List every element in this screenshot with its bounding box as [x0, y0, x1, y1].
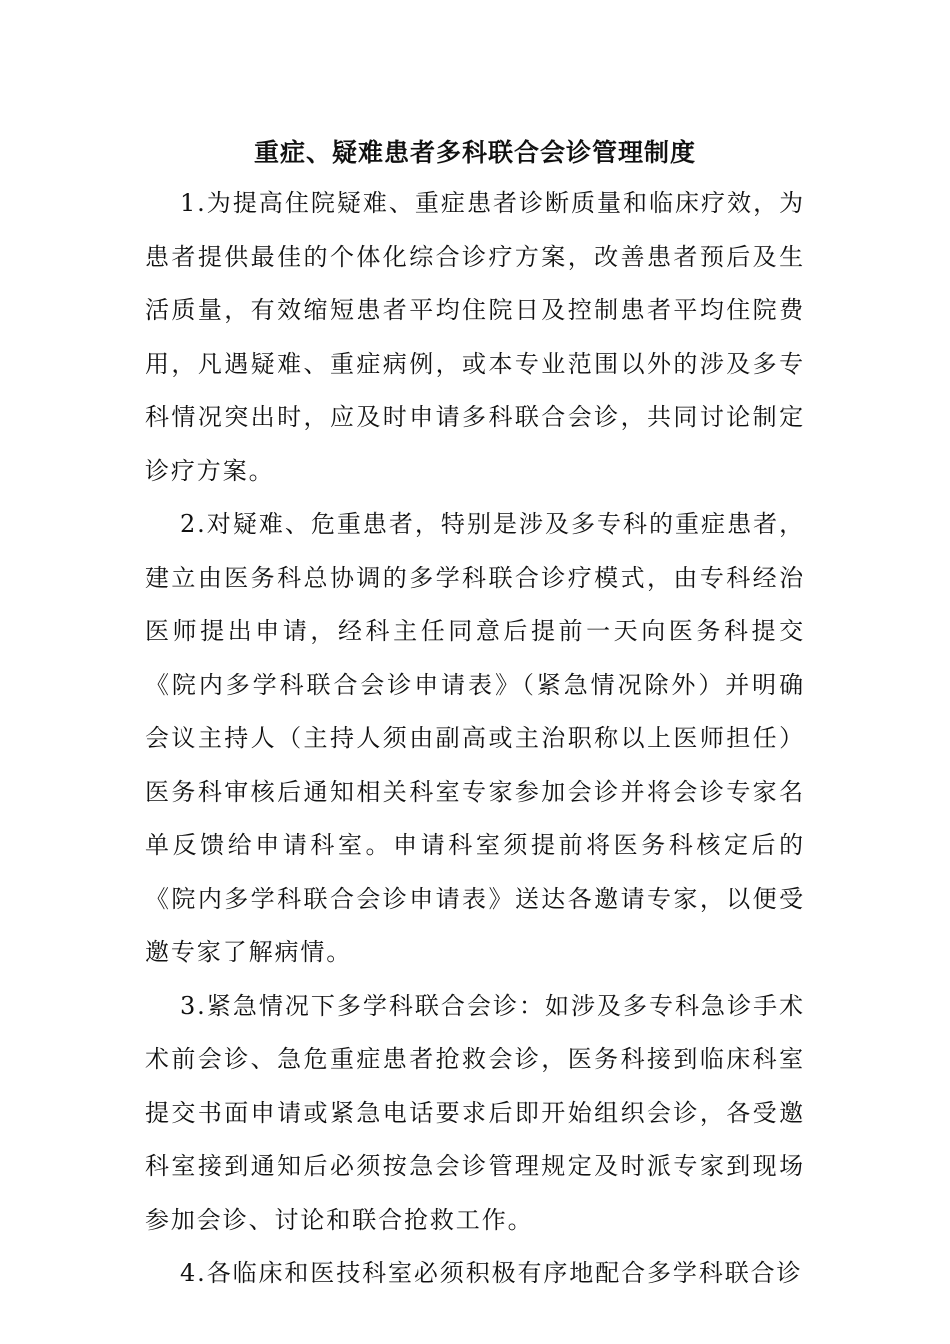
document-title: 重症、疑难患者多科联合会诊管理制度 — [253, 138, 696, 167]
paragraph-1: 1.为提高住院疑难、重症患者诊断质量和临床疗效，为患者提供最佳的个体化综合诊疗方案，改善患者预后及生活质量，有效缩短患者平均住院日及控制患者平均住院费用，凡遇疑难、重症病例，或本专业范围以外的涉及多专科情况突出时，应及时申请多科联合会诊，共同讨论制定诊疗方案。 — [145, 189, 805, 485]
paragraph-2: 2.对疑难、危重患者，特别是涉及多专科的重症患者，建立由医务科总协调的多学科联合诊疗模式，由专科经治医师提出申请，经科主任同意后提前一天向医务科提交《院内多学科联合会诊申请表》（紧急情况除外）并明确会议主持人（主持人须由副高或主治职称以上医师担任）医务科审核后通知相关科室专家参加会诊并将会诊专家名单反馈给申请科室。申请科室须提前将医务科核定后的《院内多学科联合会诊申请表》送达各邀请专家，以便受邀专家了解病情。 — [145, 510, 805, 966]
document-body — [145, 177, 805, 1301]
paragraph-3: 3.紧急情况下多学科联合会诊：如涉及多专科急诊手术术前会诊、急危重症患者抢救会诊，医务科接到临床科室提交书面申请或紧急电话要求后即开始组织会诊，各受邀科室接到通知后必须按急会诊管理规定及时派专家到现场参加会诊、讨论和联合抢救工作。 — [145, 991, 805, 1234]
paragraph-4: 4.各临床和医技科室必须积极有序地配合多学科联合诊 — [180, 1259, 803, 1287]
